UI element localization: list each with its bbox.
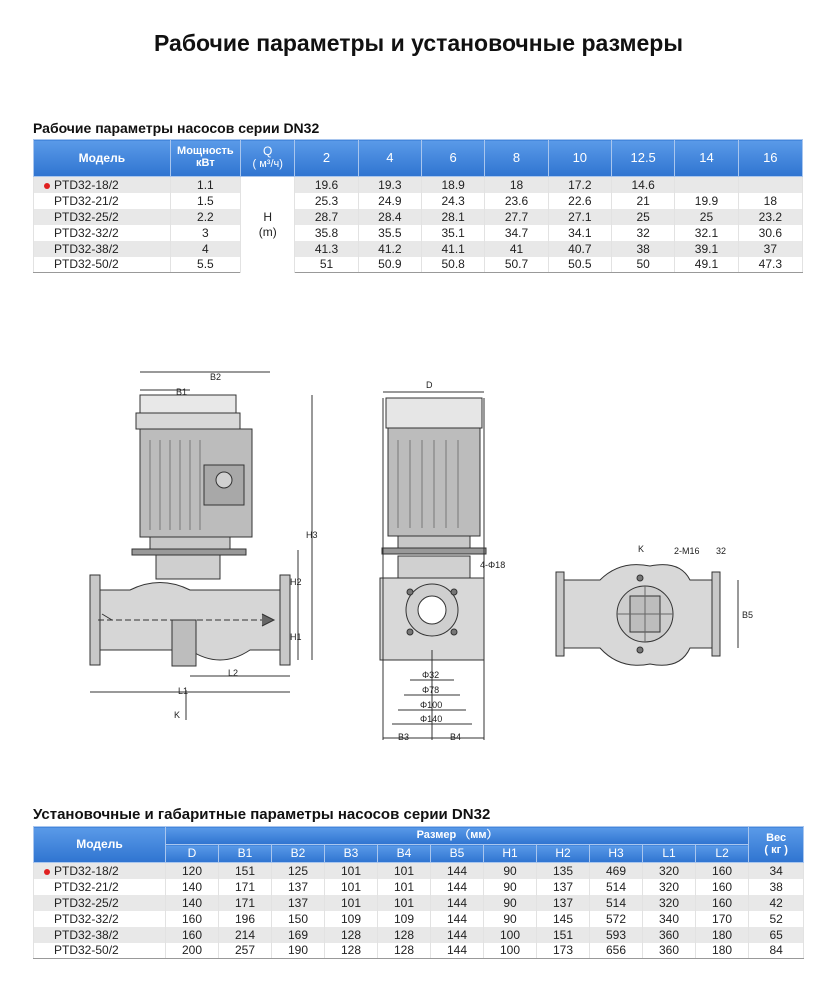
header-flow-value: 6 xyxy=(422,140,485,177)
head-value-cell: 23.2 xyxy=(738,209,802,225)
header-dim: B4 xyxy=(378,845,431,863)
dimension-value-cell: 514 xyxy=(590,879,643,895)
power-cell: 4 xyxy=(170,241,240,257)
header-dim: H3 xyxy=(590,845,643,863)
dimension-value-cell: 38 xyxy=(749,879,804,895)
model-name: PTD32-38/2 xyxy=(54,927,119,942)
model-cell xyxy=(34,863,166,879)
power-cell: 1.5 xyxy=(170,193,240,209)
dimension-value-cell: 42 xyxy=(749,895,804,911)
label-d32: Φ32 xyxy=(422,670,440,680)
dimension-value-cell: 135 xyxy=(537,863,590,879)
dimensions-table xyxy=(33,826,804,959)
label-b1: B1 xyxy=(176,387,188,397)
side-view-drawing xyxy=(90,372,312,720)
model-name: PTD32-38/2 xyxy=(54,241,119,256)
dimension-value-cell: 160 xyxy=(696,895,749,911)
dimension-value-cell: 190 xyxy=(272,943,325,959)
dimension-value-cell: 171 xyxy=(219,895,272,911)
head-value-cell: 28.1 xyxy=(422,209,485,225)
model-name: PTD32-50/2 xyxy=(54,257,119,272)
label-m16-depth: 32 xyxy=(716,546,727,556)
model-name: PTD32-25/2 xyxy=(54,895,119,910)
label-d: D xyxy=(426,380,433,390)
head-value-cell: 18 xyxy=(738,193,802,209)
dimension-value-cell: 144 xyxy=(431,879,484,895)
head-value-cell: 19.9 xyxy=(675,193,738,209)
dimension-value-cell: 160 xyxy=(166,911,219,927)
dimension-value-cell: 144 xyxy=(431,911,484,927)
dimension-value-cell: 360 xyxy=(643,943,696,959)
head-value-cell: 19.3 xyxy=(358,177,421,193)
header-dim: B1 xyxy=(219,845,272,863)
dimension-value-cell: 320 xyxy=(643,895,696,911)
label-l1: L1 xyxy=(178,686,189,696)
head-value-cell: 34.1 xyxy=(548,225,611,241)
model-name: PTD32-50/2 xyxy=(54,943,119,958)
label-k: K xyxy=(174,710,181,720)
power-cell: 3 xyxy=(170,225,240,241)
head-value-cell: 34.7 xyxy=(485,225,548,241)
header-dim: B2 xyxy=(272,845,325,863)
top-view-drawing xyxy=(556,565,738,666)
dimension-value-cell: 109 xyxy=(378,911,431,927)
head-value-cell: 18.9 xyxy=(422,177,485,193)
head-value-cell: 47.3 xyxy=(738,257,802,273)
head-value-cell: 19.6 xyxy=(295,177,358,193)
dimension-value-cell: 169 xyxy=(272,927,325,943)
dimension-value-cell: 340 xyxy=(643,911,696,927)
head-value-cell: 50.8 xyxy=(422,257,485,273)
model-cell xyxy=(34,911,166,927)
head-value-cell: 18 xyxy=(485,177,548,193)
dimension-value-cell: 145 xyxy=(537,911,590,927)
head-value-cell: 51 xyxy=(295,257,358,273)
dimension-value-cell: 128 xyxy=(325,927,378,943)
page-title: Рабочие параметры и установочные размеры xyxy=(154,30,683,56)
dimension-value-cell: 90 xyxy=(484,879,537,895)
dimension-value-cell: 360 xyxy=(643,927,696,943)
head-value-cell: 27.7 xyxy=(485,209,548,225)
head-value-cell: 41.1 xyxy=(422,241,485,257)
table-row xyxy=(34,863,804,879)
dimension-value-cell: 320 xyxy=(643,879,696,895)
head-value-cell: 21 xyxy=(611,193,674,209)
head-value-cell: 37 xyxy=(738,241,802,257)
table-row xyxy=(34,927,804,943)
power-cell: 2.2 xyxy=(170,209,240,225)
dimension-value-cell: 101 xyxy=(378,895,431,911)
header-flow-value: 14 xyxy=(675,140,738,177)
label-d140: Φ140 xyxy=(420,714,443,724)
head-value-cell: 35.5 xyxy=(358,225,421,241)
dimension-value-cell: 125 xyxy=(272,863,325,879)
dimension-value-cell: 100 xyxy=(484,927,537,943)
dimension-value-cell: 320 xyxy=(643,863,696,879)
model-name: PTD32-25/2 xyxy=(54,209,119,224)
head-value-cell: 27.1 xyxy=(548,209,611,225)
label-h1: H1 xyxy=(290,632,302,642)
label-m16: 2-M16 xyxy=(674,546,700,556)
model-name: PTD32-21/2 xyxy=(54,193,119,208)
dimension-value-cell: 257 xyxy=(219,943,272,959)
header-flow-value: 8 xyxy=(485,140,548,177)
dimension-value-cell: 65 xyxy=(749,927,804,943)
dimension-value-cell: 173 xyxy=(537,943,590,959)
dimension-value-cell: 101 xyxy=(325,895,378,911)
label-b3: B3 xyxy=(398,732,410,742)
dimension-value-cell: 514 xyxy=(590,895,643,911)
head-value-cell: 25 xyxy=(675,209,738,225)
label-d100: Φ100 xyxy=(420,700,443,710)
dimension-value-cell: 109 xyxy=(325,911,378,927)
dimension-value-cell: 160 xyxy=(696,863,749,879)
head-value-cell: 39.1 xyxy=(675,241,738,257)
header-dim: D xyxy=(166,845,219,863)
dimension-value-cell: 128 xyxy=(325,943,378,959)
head-value-cell: 32.1 xyxy=(675,225,738,241)
dimension-value-cell: 572 xyxy=(590,911,643,927)
dimension-value-cell: 34 xyxy=(749,863,804,879)
header-dim: H2 xyxy=(537,845,590,863)
dimension-value-cell: 84 xyxy=(749,943,804,959)
header-flow: Q ( м³/ч) xyxy=(241,140,295,177)
header-weight: Вес ( кг ) xyxy=(749,827,804,863)
head-label: H xyxy=(263,210,273,225)
dimension-value-cell: 137 xyxy=(537,895,590,911)
dimension-value-cell: 469 xyxy=(590,863,643,879)
dimension-value-cell: 144 xyxy=(431,863,484,879)
dimension-value-cell: 137 xyxy=(272,895,325,911)
label-b5: B5 xyxy=(742,610,754,620)
model-cell xyxy=(34,943,166,959)
dimension-value-cell: 101 xyxy=(325,863,378,879)
head-value-cell: 50.7 xyxy=(485,257,548,273)
dimension-value-cell: 120 xyxy=(166,863,219,879)
dimension-value-cell: 144 xyxy=(431,927,484,943)
dimension-value-cell: 150 xyxy=(272,911,325,927)
model-name: PTD32-32/2 xyxy=(54,225,119,240)
dimension-value-cell: 656 xyxy=(590,943,643,959)
head-value-cell: 28.7 xyxy=(295,209,358,225)
head-value-cell: 40.7 xyxy=(548,241,611,257)
header-flow-value: 12.5 xyxy=(611,140,674,177)
label-holes: 4-Φ18 xyxy=(480,560,506,570)
header-flow-value: 2 xyxy=(295,140,358,177)
dimension-value-cell: 151 xyxy=(219,863,272,879)
head-value-cell: 38 xyxy=(611,241,674,257)
dimension-value-cell: 144 xyxy=(431,895,484,911)
head-value-cell: 50.5 xyxy=(548,257,611,273)
dimension-value-cell: 170 xyxy=(696,911,749,927)
head-value-cell: 50.9 xyxy=(358,257,421,273)
label-b2: B2 xyxy=(210,372,222,382)
dimension-value-cell: 90 xyxy=(484,895,537,911)
dimension-value-cell: 200 xyxy=(166,943,219,959)
dimension-value-cell: 180 xyxy=(696,927,749,943)
head-value-cell: 32 xyxy=(611,225,674,241)
dimension-value-cell: 196 xyxy=(219,911,272,927)
power-cell: 5.5 xyxy=(170,257,240,273)
dimension-value-cell: 140 xyxy=(166,879,219,895)
dimension-value-cell: 171 xyxy=(219,879,272,895)
dimension-value-cell: 593 xyxy=(590,927,643,943)
dimension-value-cell: 140 xyxy=(166,895,219,911)
model-name: PTD32-18/2 xyxy=(54,863,119,878)
power-cell: 1.1 xyxy=(170,177,240,193)
head-value-cell: 25 xyxy=(611,209,674,225)
table2-title: Установочные и габаритные параметры насосов серии DN32 xyxy=(33,806,491,823)
head-value-cell: 50 xyxy=(611,257,674,273)
head-value-cell: 17.2 xyxy=(548,177,611,193)
dimension-value-cell: 101 xyxy=(378,863,431,879)
header-size-group: Размер （мм） xyxy=(166,827,749,845)
table-row xyxy=(34,911,804,927)
model-cell xyxy=(34,895,166,911)
head-value-cell: 23.6 xyxy=(485,193,548,209)
marker-dot-icon xyxy=(44,869,50,875)
header-flow-value: 10 xyxy=(548,140,611,177)
dimension-value-cell: 90 xyxy=(484,911,537,927)
dimension-value-cell: 160 xyxy=(696,879,749,895)
dimension-value-cell: 101 xyxy=(325,879,378,895)
header-model: Модель xyxy=(34,140,171,177)
head-value-cell: 24.9 xyxy=(358,193,421,209)
head-value-cell: 22.6 xyxy=(548,193,611,209)
label-h2: H2 xyxy=(290,577,302,587)
head-value-cell: 41 xyxy=(485,241,548,257)
label-l2: L2 xyxy=(228,668,239,678)
header-dim: B3 xyxy=(325,845,378,863)
table-row xyxy=(34,879,804,895)
dimension-value-cell: 144 xyxy=(431,943,484,959)
head-value-cell: 49.1 xyxy=(675,257,738,273)
label-k2: K xyxy=(638,544,645,554)
head-value-cell: 24.3 xyxy=(422,193,485,209)
header-flow-value: 16 xyxy=(738,140,802,177)
dimension-value-cell: 137 xyxy=(537,879,590,895)
header-dim: H1 xyxy=(484,845,537,863)
label-h3: H3 xyxy=(306,530,318,540)
dimension-value-cell: 90 xyxy=(484,863,537,879)
head-value-cell: 30.6 xyxy=(738,225,802,241)
table-row xyxy=(34,943,804,959)
label-d78: Φ78 xyxy=(422,685,440,695)
table1-title: Рабочие параметры насосов серии DN32 xyxy=(33,120,320,136)
header-power: Мощность кВт xyxy=(170,140,240,177)
header-model: Модель xyxy=(34,827,166,863)
model-name: PTD32-21/2 xyxy=(54,879,119,894)
head-value-cell: 41.2 xyxy=(358,241,421,257)
head-value-cell: 41.3 xyxy=(295,241,358,257)
dimension-value-cell: 100 xyxy=(484,943,537,959)
dimension-value-cell: 101 xyxy=(378,879,431,895)
model-name: PTD32-32/2 xyxy=(54,911,119,926)
head-value-cell: 35.1 xyxy=(422,225,485,241)
header-dim: L2 xyxy=(696,845,749,863)
table-row xyxy=(34,895,804,911)
head-unit: (m) xyxy=(258,224,277,239)
dimension-value-cell: 180 xyxy=(696,943,749,959)
dimension-value-cell: 52 xyxy=(749,911,804,927)
label-b4: B4 xyxy=(450,732,462,742)
head-value-cell: 14.6 xyxy=(611,177,674,193)
header-dim: L1 xyxy=(643,845,696,863)
header-dim: B5 xyxy=(431,845,484,863)
model-cell xyxy=(34,927,166,943)
dimension-value-cell: 214 xyxy=(219,927,272,943)
head-value-cell: 28.4 xyxy=(358,209,421,225)
head-value-cell: 25.3 xyxy=(295,193,358,209)
model-cell xyxy=(34,879,166,895)
dimension-value-cell: 160 xyxy=(166,927,219,943)
dimension-value-cell: 128 xyxy=(378,943,431,959)
model-name: PTD32-18/2 xyxy=(54,177,119,192)
dimension-value-cell: 128 xyxy=(378,927,431,943)
header-flow-value: 4 xyxy=(358,140,421,177)
head-value-cell: 35.8 xyxy=(295,225,358,241)
dimension-value-cell: 151 xyxy=(537,927,590,943)
dimension-value-cell: 137 xyxy=(272,879,325,895)
